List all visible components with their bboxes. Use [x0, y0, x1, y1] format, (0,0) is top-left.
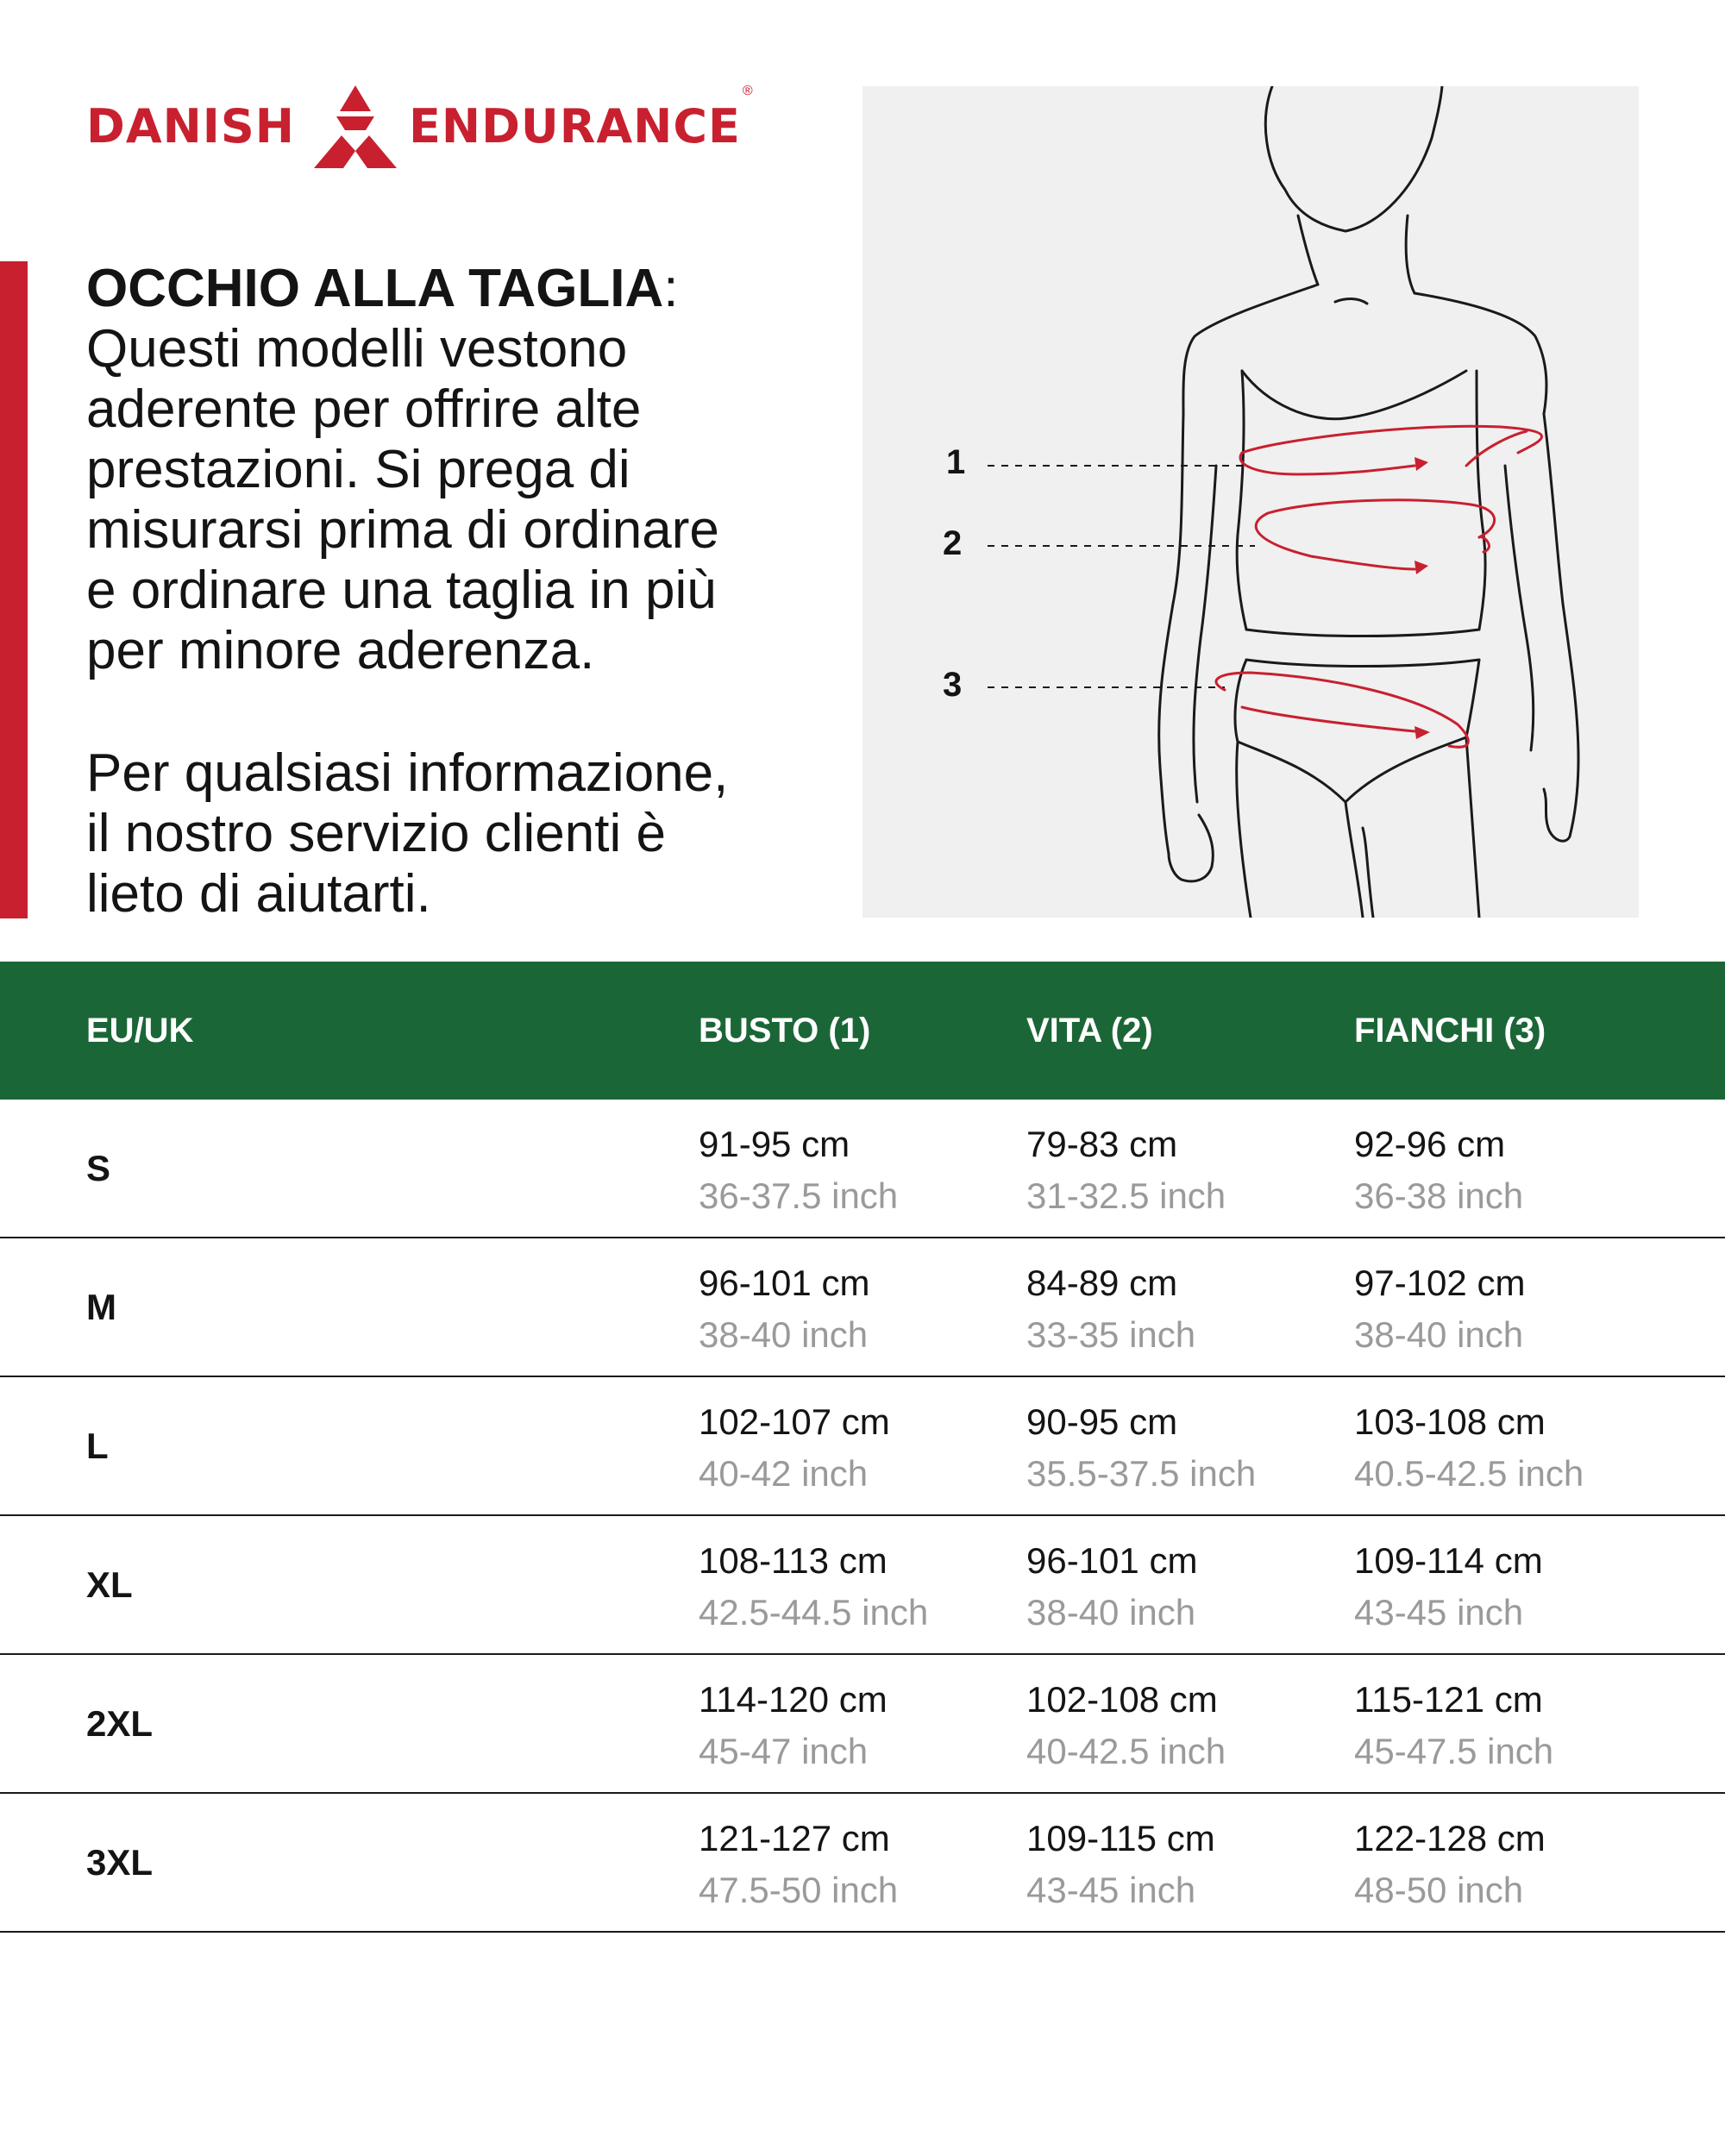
- intro-line: misurarsi prima di ordinare: [86, 500, 719, 560]
- hips-cm: 115-121 cm: [1354, 1679, 1543, 1720]
- intro-line: per minore aderenza.: [86, 621, 595, 680]
- hips-cm: 122-128 cm: [1354, 1818, 1546, 1858]
- waist-inch: 38-40 inch: [1026, 1592, 1196, 1633]
- hips-cm: 97-102 cm: [1354, 1263, 1526, 1303]
- bust-cell: [699, 1119, 898, 1222]
- bust-cm: 102-107 cm: [699, 1401, 890, 1442]
- intro-heading: OCCHIO ALLA TAGLIA: [86, 259, 664, 318]
- bust-inch: 40-42 inch: [699, 1453, 869, 1494]
- marker-1: 1: [946, 443, 966, 481]
- hips-inch: 45-47.5 inch: [1354, 1731, 1554, 1771]
- hips-inch: 38-40 inch: [1354, 1314, 1524, 1355]
- contact-line: il nostro servizio clienti è: [86, 804, 666, 863]
- accent-bar: [0, 261, 28, 918]
- waist-inch: 43-45 inch: [1026, 1870, 1196, 1910]
- size-table-header: [0, 962, 1725, 1100]
- intro-line: aderente per offrire alte: [86, 379, 642, 439]
- hips-inch: 40.5-42.5 inch: [1354, 1453, 1584, 1494]
- bust-cell: [699, 1535, 928, 1639]
- header-bust: BUSTO (1): [699, 1012, 871, 1050]
- hips-cell: [1354, 1813, 1546, 1916]
- hips-inch: 48-50 inch: [1354, 1870, 1524, 1910]
- hips-cell: [1354, 1674, 1553, 1777]
- waist-inch: 35.5-37.5 inch: [1026, 1453, 1257, 1494]
- hips-cell: [1354, 1119, 1523, 1222]
- waist-cm: 84-89 cm: [1026, 1263, 1178, 1303]
- header-hips: FIANCHI (3): [1354, 1012, 1546, 1050]
- hips-cm: 103-108 cm: [1354, 1401, 1546, 1442]
- size-label: XL: [86, 1564, 133, 1605]
- waist-cell: [1026, 1257, 1195, 1361]
- waist-cell: [1026, 1674, 1226, 1777]
- waist-cm: 96-101 cm: [1026, 1540, 1198, 1581]
- intro-line: prestazioni. Si prega di: [86, 440, 630, 499]
- intro-paragraph: [86, 259, 845, 681]
- bust-cm: 91-95 cm: [699, 1124, 850, 1164]
- table-row: [0, 1794, 1725, 1933]
- table-row: [0, 1238, 1725, 1377]
- bust-cm: 121-127 cm: [699, 1818, 890, 1858]
- bust-cell: [699, 1257, 869, 1361]
- waist-cm: 79-83 cm: [1026, 1124, 1178, 1164]
- brand-name-left: DANISH: [86, 99, 295, 154]
- waist-cell: [1026, 1119, 1226, 1222]
- size-table-body: [0, 1100, 1725, 1933]
- waist-cell: [1026, 1813, 1215, 1916]
- bust-cell: [699, 1813, 898, 1916]
- contact-paragraph: [86, 743, 845, 924]
- size-label: S: [86, 1148, 111, 1188]
- hips-cell: [1354, 1396, 1584, 1500]
- intro-line: Questi modelli vestono: [86, 319, 628, 379]
- waist-cell: [1026, 1535, 1197, 1639]
- header-size: EU/UK: [86, 1012, 194, 1050]
- body-figure-panel: [862, 86, 1639, 918]
- body-outline-illustration: [862, 86, 1639, 918]
- hips-cm: 92-96 cm: [1354, 1124, 1506, 1164]
- bust-inch: 36-37.5 inch: [699, 1175, 899, 1216]
- bust-cm: 108-113 cm: [699, 1540, 888, 1581]
- hips-inch: 36-38 inch: [1354, 1175, 1524, 1216]
- table-row: [0, 1655, 1725, 1794]
- contact-line: Per qualsiasi informazione,: [86, 743, 729, 803]
- waist-inch: 40-42.5 inch: [1026, 1731, 1226, 1771]
- waist-cell: [1026, 1396, 1256, 1500]
- header-waist: VITA (2): [1026, 1012, 1153, 1050]
- table-row: [0, 1100, 1725, 1238]
- marker-3: 3: [943, 666, 963, 704]
- waist-inch: 31-32.5 inch: [1026, 1175, 1226, 1216]
- marker-2: 2: [943, 524, 963, 562]
- intro-line: e ordinare una taglia in più: [86, 561, 717, 620]
- hips-cell: [1354, 1535, 1543, 1639]
- waist-cm: 102-108 cm: [1026, 1679, 1218, 1720]
- hips-inch: 43-45 inch: [1354, 1592, 1524, 1633]
- bust-inch: 42.5-44.5 inch: [699, 1592, 929, 1633]
- bust-cell: [699, 1674, 888, 1777]
- waist-inch: 33-35 inch: [1026, 1314, 1196, 1355]
- size-label: 3XL: [86, 1842, 154, 1883]
- size-label: 2XL: [86, 1703, 154, 1744]
- table-row: [0, 1377, 1725, 1516]
- intro-text: [86, 259, 845, 924]
- hips-cell: [1354, 1257, 1525, 1361]
- waist-cm: 90-95 cm: [1026, 1401, 1178, 1442]
- size-label: M: [86, 1287, 116, 1327]
- size-label: L: [86, 1426, 109, 1466]
- bust-inch: 45-47 inch: [699, 1731, 869, 1771]
- contact-line: lieto di aiutarti.: [86, 864, 431, 924]
- bust-inch: 38-40 inch: [699, 1314, 869, 1355]
- hips-cm: 109-114 cm: [1354, 1540, 1543, 1581]
- bust-cm: 96-101 cm: [699, 1263, 870, 1303]
- brand-logo: [86, 82, 753, 172]
- bust-cell: [699, 1396, 890, 1500]
- bust-inch: 47.5-50 inch: [699, 1870, 899, 1910]
- bust-cm: 114-120 cm: [699, 1679, 888, 1720]
- waist-cm: 109-115 cm: [1026, 1818, 1215, 1858]
- brand-name-right: ENDURANCE: [409, 99, 741, 154]
- table-row: [0, 1516, 1725, 1655]
- registered-mark: ®: [742, 84, 753, 98]
- brand-mark-icon: [310, 82, 400, 172]
- intro-heading-colon: :: [663, 259, 679, 318]
